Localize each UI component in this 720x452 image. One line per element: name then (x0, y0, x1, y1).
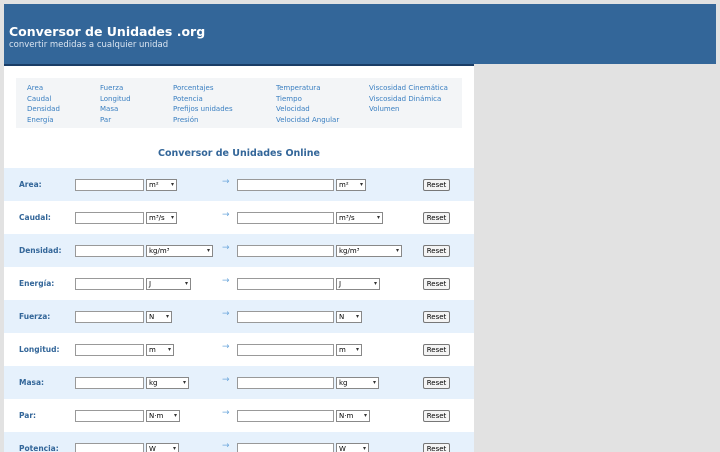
converter-row-potencia (4, 432, 474, 452)
unit-select-value: kg/m³ (339, 247, 360, 255)
chevron-down-icon: ▾ (182, 379, 186, 386)
converter-row-longitud (4, 333, 474, 366)
unit-select-value: J (149, 280, 152, 288)
masa-to-unit-select[interactable] (336, 377, 379, 389)
par-reset-button[interactable]: Reset (423, 410, 450, 422)
row-label: Longitud: (19, 345, 60, 354)
energia-to-unit-select[interactable] (336, 278, 380, 290)
masa-to-input[interactable] (237, 377, 334, 389)
chevron-down-icon: ▾ (165, 313, 169, 320)
unit-select-value: m³/s (149, 214, 165, 222)
nav-link-densidad[interactable]: Densidad (27, 105, 60, 113)
chevron-down-icon: ▾ (206, 247, 210, 254)
nav-link-presi-n[interactable]: Presión (173, 115, 199, 124)
chevron-down-icon: ▾ (373, 280, 377, 287)
converter-row-masa (4, 366, 474, 399)
caudal-reset-button[interactable]: Reset (423, 212, 450, 224)
arrow-right-icon: → (222, 408, 230, 418)
longitud-to-input[interactable] (237, 344, 334, 356)
masa-from-unit-select[interactable] (146, 377, 189, 389)
nav-link-area[interactable]: Area (27, 84, 44, 92)
arrow-right-icon: → (222, 276, 230, 286)
unit-select-value: kg (149, 379, 158, 387)
nav-link-temperatura[interactable]: Temperatura (276, 84, 321, 92)
chevron-down-icon: ▾ (172, 445, 176, 452)
nav-link-velocidad[interactable]: Velocidad (276, 105, 310, 113)
fuerza-from-unit-select[interactable] (146, 311, 172, 323)
nav-link-volumen[interactable]: Volumen (369, 105, 400, 113)
chevron-down-icon: ▾ (184, 280, 188, 287)
densidad-to-input[interactable] (237, 245, 334, 257)
arrow-right-icon: → (222, 243, 230, 253)
energia-to-input[interactable] (237, 278, 334, 290)
unit-select-value: W (149, 445, 156, 452)
converter-row-energia (4, 267, 474, 300)
potencia-to-unit-select[interactable] (336, 443, 369, 452)
nav-link-tiempo[interactable]: Tiempo (276, 94, 302, 103)
nav-link-velocidad-angular[interactable]: Velocidad Angular (276, 115, 340, 124)
unit-category-nav (16, 78, 462, 128)
row-label: Masa: (19, 378, 45, 387)
nav-link-caudal[interactable]: Caudal (27, 94, 52, 103)
energia-reset-button[interactable]: Reset (423, 278, 450, 290)
nav-link-viscosidad-din-mica[interactable]: Viscosidad Dinámica (369, 94, 442, 103)
arrow-right-icon: → (222, 375, 230, 385)
chevron-down-icon: ▾ (170, 181, 174, 188)
masa-from-input[interactable] (75, 377, 144, 389)
arrow-right-icon: → (222, 342, 230, 352)
par-to-input[interactable] (237, 410, 334, 422)
potencia-reset-button[interactable]: Reset (423, 443, 450, 452)
unit-select-value: m² (149, 181, 159, 189)
nav-link-viscosidad-cinem-tica[interactable]: Viscosidad Cinemática (369, 84, 448, 92)
chevron-down-icon: ▾ (355, 346, 359, 353)
chevron-down-icon: ▾ (362, 445, 366, 452)
chevron-down-icon: ▾ (376, 214, 380, 221)
unit-select-value: W (339, 445, 346, 452)
unit-select-value: N (149, 313, 155, 321)
unit-select-value: m³/s (339, 214, 355, 222)
unit-select-value: m² (339, 181, 349, 189)
chevron-down-icon: ▾ (173, 412, 177, 419)
fuerza-reset-button[interactable]: Reset (423, 311, 450, 323)
row-label: Area: (19, 180, 42, 189)
site-header (4, 4, 716, 64)
unit-select-value: N·m (149, 412, 164, 420)
arrow-right-icon: → (222, 309, 230, 319)
area-reset-button[interactable]: Reset (423, 179, 450, 191)
unit-select-value: kg (339, 379, 348, 387)
unit-select-value: kg/m³ (149, 247, 170, 255)
nav-link-par[interactable]: Par (100, 115, 112, 124)
potencia-from-input[interactable] (75, 443, 144, 452)
par-from-input[interactable] (75, 410, 144, 422)
nav-link-energ-a[interactable]: Energía (27, 115, 54, 124)
row-label: Fuerza: (19, 312, 51, 321)
area-to-input[interactable] (237, 179, 334, 191)
nav-link-porcentajes[interactable]: Porcentajes (173, 84, 214, 92)
fuerza-to-unit-select[interactable] (336, 311, 362, 323)
energia-from-input[interactable] (75, 278, 144, 290)
area-from-unit-select[interactable] (146, 179, 177, 191)
longitud-from-unit-select[interactable] (146, 344, 174, 356)
converter-title: Conversor de Unidades Online (157, 148, 320, 159)
converter-row-par (4, 399, 474, 432)
arrow-right-icon: → (222, 177, 230, 187)
unit-select-value: m (149, 346, 156, 354)
unit-select-value: m (339, 346, 346, 354)
longitud-from-input[interactable] (75, 344, 144, 356)
densidad-reset-button[interactable]: Reset (423, 245, 450, 257)
site-subtitle: convertir medidas a cualquier unidad (9, 40, 169, 50)
densidad-to-unit-select[interactable] (336, 245, 402, 257)
caudal-from-input[interactable] (75, 212, 144, 224)
nav-link-potencia[interactable]: Potencia (173, 94, 203, 103)
main-content (4, 64, 474, 452)
densidad-from-input[interactable] (75, 245, 144, 257)
fuerza-to-input[interactable] (237, 311, 334, 323)
chevron-down-icon: ▾ (395, 247, 399, 254)
area-from-input[interactable] (75, 179, 144, 191)
chevron-down-icon: ▾ (363, 412, 367, 419)
chevron-down-icon: ▾ (167, 346, 171, 353)
site-title[interactable]: Conversor de Unidades .org (9, 24, 206, 39)
nav-link-fuerza[interactable]: Fuerza (100, 84, 124, 92)
unit-select-value: N (339, 313, 345, 321)
row-label: Potencia: (19, 444, 59, 452)
converter-row-area (4, 168, 474, 201)
row-label: Energía: (19, 279, 55, 288)
par-to-unit-select[interactable] (336, 410, 370, 422)
longitud-to-unit-select[interactable] (336, 344, 362, 356)
converter-row-fuerza (4, 300, 474, 333)
energia-from-unit-select[interactable] (146, 278, 191, 290)
chevron-down-icon: ▾ (359, 181, 363, 188)
unit-select-value: J (339, 280, 342, 288)
potencia-to-input[interactable] (237, 443, 334, 452)
row-label: Densidad: (19, 246, 62, 255)
nav-link-prefijos-unidades[interactable]: Prefijos unidades (173, 105, 233, 113)
chevron-down-icon: ▾ (170, 214, 174, 221)
fuerza-from-input[interactable] (75, 311, 144, 323)
densidad-from-unit-select[interactable] (146, 245, 213, 257)
unit-select-value: N·m (339, 412, 354, 420)
arrow-right-icon: → (222, 441, 230, 451)
masa-reset-button[interactable]: Reset (423, 377, 450, 389)
chevron-down-icon: ▾ (355, 313, 359, 320)
nav-link-longitud[interactable]: Longitud (100, 94, 131, 103)
chevron-down-icon: ▾ (372, 379, 376, 386)
converter-row-caudal (4, 201, 474, 234)
converter-row-densidad (4, 234, 474, 267)
area-to-unit-select[interactable] (336, 179, 366, 191)
longitud-reset-button[interactable]: Reset (423, 344, 450, 356)
caudal-from-unit-select[interactable] (146, 212, 177, 224)
par-from-unit-select[interactable] (146, 410, 180, 422)
arrow-right-icon: → (222, 210, 230, 220)
caudal-to-input[interactable] (237, 212, 334, 224)
nav-link-masa[interactable]: Masa (100, 105, 119, 113)
row-label: Par: (19, 411, 37, 420)
row-label: Caudal: (19, 213, 51, 222)
caudal-to-unit-select[interactable] (336, 212, 383, 224)
potencia-from-unit-select[interactable] (146, 443, 179, 452)
